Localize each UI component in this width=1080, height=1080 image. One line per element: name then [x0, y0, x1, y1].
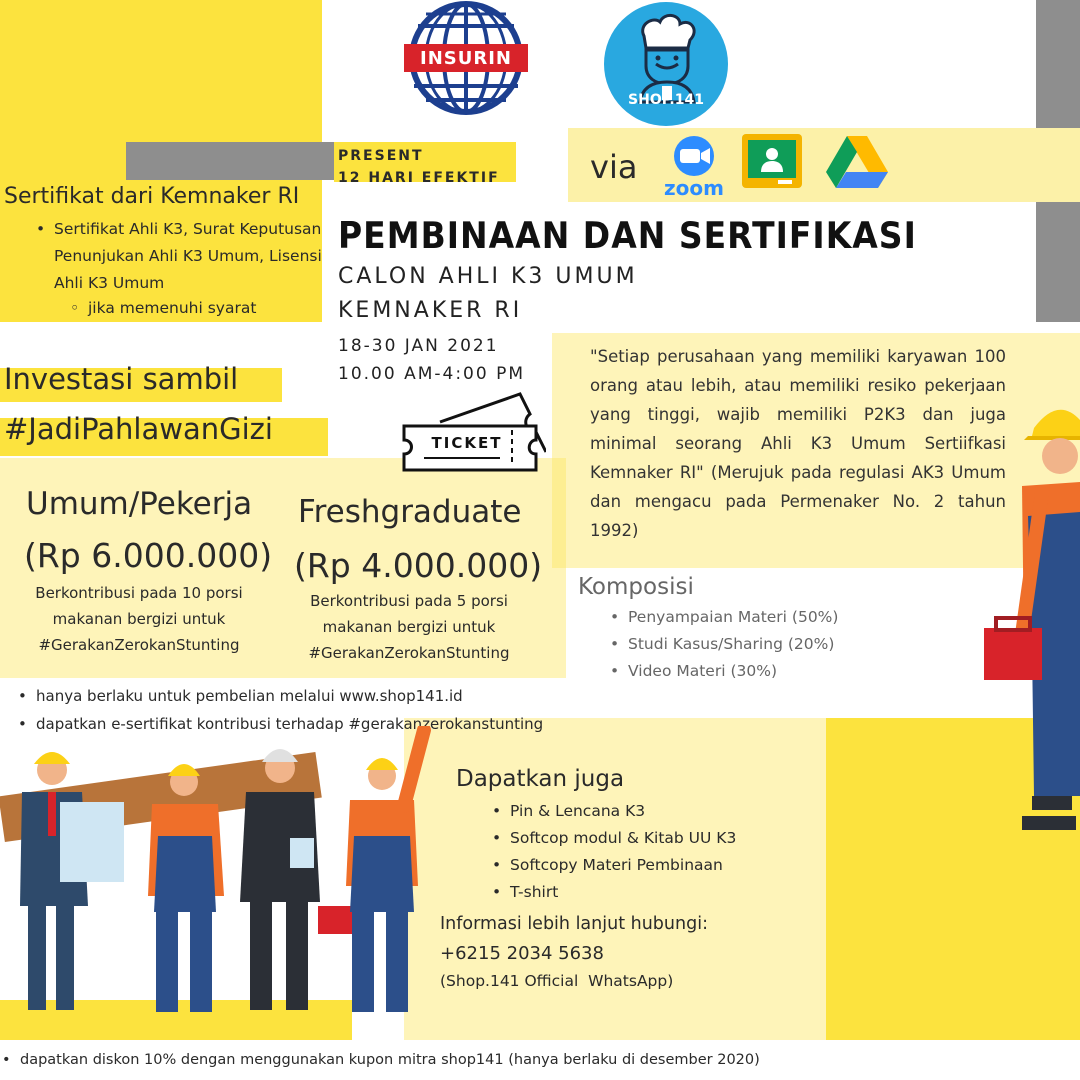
present-label: PRESENT [338, 148, 424, 164]
shop141-logo [604, 2, 728, 126]
bonus-item: • Softcopy Materi Pembinaan [490, 852, 830, 879]
investasi-hashtag: #JadiPahlawanGizi [4, 412, 273, 446]
ticket-graphic [400, 392, 546, 492]
note-e-certificate: • dapatkan e-sertifikat kontribusi terhadap #gerakanzerokanstunting [16, 710, 636, 738]
certificate-list [34, 216, 324, 297]
price-fresh-desc-1: Berkontribusi pada 5 porsi [310, 592, 508, 610]
contact-whatsapp-note: (Shop.141 Official WhatsApp) [440, 972, 674, 990]
price-general-desc-3: #GerakanZerokanStunting [38, 636, 240, 654]
days-label: 12 HARI EFEKTIF [338, 170, 500, 186]
event-time: 10.00 AM-4:00 PM [338, 364, 526, 384]
price-fresh-desc-3: #GerakanZerokanStunting [308, 644, 510, 662]
price-general-desc-1: Berkontribusi pada 10 porsi [35, 584, 243, 602]
subtitle-kemnaker: KEMNAKER RI [338, 298, 523, 323]
bonus-item: • T-shirt [490, 879, 830, 906]
via-label: via [590, 148, 638, 186]
note-purchase: • hanya berlaku untuk pembelian melalui www.shop141.id [16, 682, 636, 710]
price-general-desc-2: makanan bergizi untuk [52, 610, 226, 628]
komposisi-item: • Studi Kasus/Sharing (20%) [608, 631, 908, 658]
price-general-label: Umum/Pekerja [26, 486, 253, 522]
google-drive-icon [826, 136, 888, 188]
worker-toolbox-icon [982, 396, 1080, 836]
price-general-amount: (Rp 6.000.000) [24, 536, 273, 575]
discount-note [0, 1048, 1000, 1072]
shop141-logo-text: SHOP.141 [628, 92, 704, 108]
insurin-logo [382, 0, 550, 122]
certificate-sublist [68, 296, 318, 320]
price-fresh-desc-2: makanan bergizi untuk [322, 618, 496, 636]
bonus-heading: Dapatkan juga [456, 766, 625, 792]
bg-via-band [568, 128, 1080, 202]
main-title: PEMBINAAN DAN SERTIFIKASI [338, 214, 917, 257]
ticket-label: TICKET [431, 434, 503, 452]
komposisi-list [608, 604, 908, 685]
contact-heading: Informasi lebih lanjut hubungi: [440, 914, 708, 934]
worker-right-illustration [982, 396, 1080, 836]
bonus-list [490, 798, 830, 906]
workers-illustration [0, 726, 440, 1026]
insurin-logo-text: INSURIN [420, 48, 512, 69]
certificate-item: • Sertifikat Ahli K3, Surat Keputusan Penunjukan Ahli K3 Umum, Lisensi Ahli K3 Umum [34, 216, 324, 297]
zoom-camera-icon [658, 134, 730, 178]
contact-phone: +6215 2034 5638 [440, 943, 604, 964]
discount-note-text: • dapatkan diskon 10% dengan menggunakan kupon mitra shop141 (hanya berlaku di desember 2020) [0, 1048, 1000, 1072]
price-fresh-amount: (Rp 4.000.000) [294, 546, 543, 585]
workers-group-icon [0, 726, 440, 1026]
zoom-logo [658, 134, 730, 200]
subtitle-calon: CALON AHLI K3 UMUM [338, 264, 638, 289]
komposisi-item: • Video Materi (30%) [608, 658, 908, 685]
regulation-quote: "Setiap perusahaan yang memiliki karyawan 100 orang atau lebih, atau memiliki resiko pekerjaan yang tinggi, wajib memiliki P2K3 dan juga minimal seorang Ahli K3 Umum Sertiifkasi Kemnaker RI" (Merujuk pada regulasi AK3 Umum dan mengacu pada Permenaker No. 2 tahun 1992) [590, 347, 1006, 540]
certificate-subitem: ◦ jika memenuhi syarat [68, 296, 318, 320]
bonus-item: • Pin & Lencana K3 [490, 798, 830, 825]
bonus-item: • Softcop modul & Kitab UU K3 [490, 825, 830, 852]
bg-gray-bar-left [126, 142, 334, 180]
certificate-heading: Sertifikat dari Kemnaker RI [4, 184, 300, 209]
komposisi-item: • Penyampaian Materi (50%) [608, 604, 908, 631]
event-date: 18-30 JAN 2021 [338, 336, 499, 356]
google-classroom-icon [742, 134, 802, 188]
komposisi-heading: Komposisi [578, 574, 694, 600]
price-fresh-label: Freshgraduate [298, 494, 522, 530]
investasi-line1: Investasi sambil [4, 362, 239, 396]
zoom-logo-text: zoom [664, 176, 724, 200]
